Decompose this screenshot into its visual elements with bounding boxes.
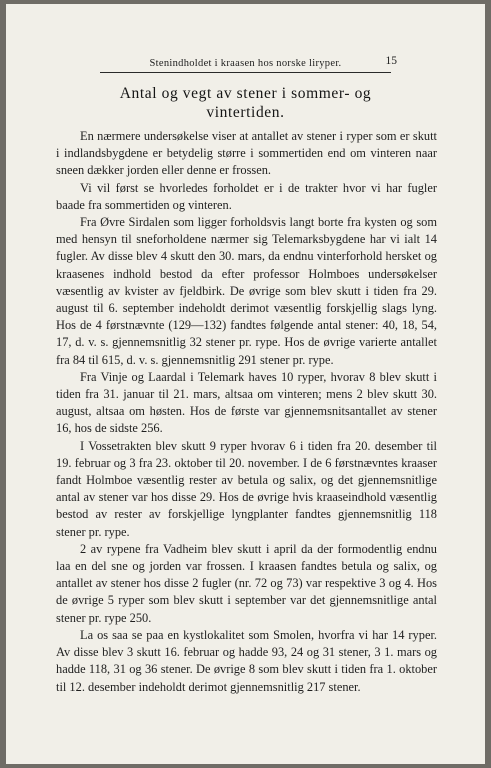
paragraph: Vi vil først se hvorledes forholdet er i de trakter hvor vi har fugler baade fra sommertiden og vinteren. [56,180,437,212]
section-heading-line-1: Antal og vegt av stener i sommer- og [119,85,372,102]
section-heading [66,84,425,122]
paragraph: En nærmere undersøkelse viser at antallet av stener i ryper som er skutt i indlandsbygdene er betydelig større i sommertiden end om vinteren naar sneen dækker jorden eller denne er frossen. [56,129,437,178]
paragraph: 2 av rypene fra Vadheim blev skutt i april da der formodentlig endnu laa en del sne og jorden var frossen. I kraasen fandtes betula og salix, og antallet av stener hos disse 2 fugler (nr. 72 og 73) var respektive 3 og 4. Hos de øvrige 5 ryper som blev skutt i september var det gjennemsnitlige antal stener pr. rype 250. [56,541,437,625]
book-page [6,4,485,764]
body-text [56,128,437,696]
section-heading-line-2: vintertiden. [206,104,285,121]
paragraph: La os saa se paa en kystlokalitet som Smolen, hvorfra vi har 14 ryper. Av disse blev 3 skutt 16. februar og hadde 93, 24 og 31 stener, 3 1. mars og hadde 118, 31 og 36 stener. De øvrige 8 som blev skutt i tiden fra 1. oktober til 12. desember indeholdt derimot gjennemsnitlig 217 stener. [56,627,437,694]
paragraph: Fra Vinje og Laardal i Telemark haves 10 ryper, hvorav 8 blev skutt i tiden fra 31. januar til 21. mars, altsaa om vinteren; mens 2 blev skutt 30. august, altsaa om høsten. Hos de første var gjennemsnitsantallet av stener 16, hos de sidste 256. [56,369,437,436]
paragraph: I Vossetrakten blev skutt 9 ryper hvorav 6 i tiden fra 20. desember til 19. februar og 3 fra 23. oktober til 20. november. I de 6 førstnævntes kraaser fandt Holmboe væsentlig rester av betula og salix, og det gjennemsnitlige antal av stener var hos disse 29. Hos de øvrige hvis kraaseindhold væsentlig bestod av rester av forskjellige lyngplanter fandtes gjennemsnitlig 118 stener pr. rype. [56,438,437,539]
page-number: 15 [385,55,397,67]
paragraph: Fra Øvre Sirdalen som ligger forholdsvis langt borte fra kysten og som med hensyn til sneforholdene nærmer sig Telemarksbygdene har vi ialt 14 fugler. Av disse blev 4 skutt den 30. mars, da endnu vinterforhold hersket og kraasenes indhold bestod da efter professor Holmboes undersøkelser væsentlig av kvister av fjeldbirk. De øvrige som blev skutt i tiden fra 29. august til 6. september indeholdt derimot væsentlig forskjellig slags lyng. Hos de 4 førstnævnte (129—132) fandtes følgende antal stener: 40, 18, 54, 17, d. v. s. gjennemsnitlig 32 stener pr. rype. Hos de øvrige varierte antallet fra 84 til 615, d. v. s. gjennemsnitlig 291 stener pr. rype. [56,215,437,367]
running-head: Stenindholdet i kraasen hos norske liryper. [100,58,391,73]
